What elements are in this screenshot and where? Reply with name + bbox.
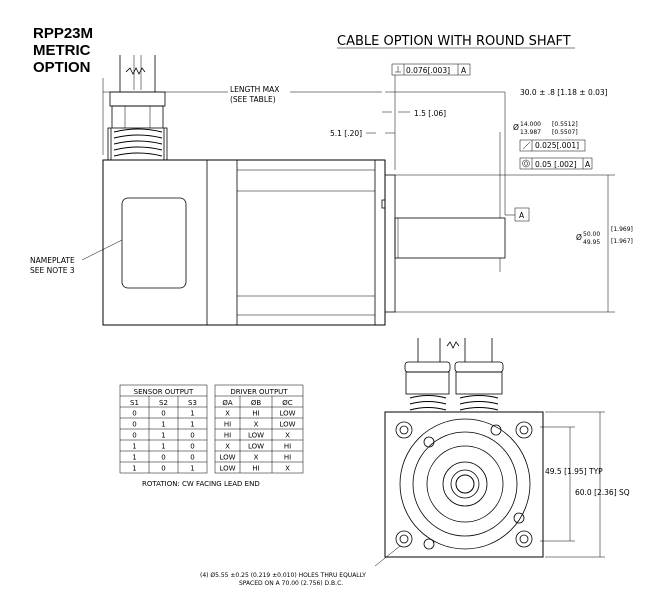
sensor-header: S3 (188, 399, 197, 407)
table-cell: X (253, 453, 259, 462)
table-cell: HI (283, 442, 292, 451)
runout-value: 0.025[.001] (535, 141, 580, 150)
table-cell: 0 (161, 409, 166, 418)
nameplate-label-2: SEE NOTE 3 (30, 266, 75, 275)
table-cell: 0 (190, 442, 195, 451)
nameplate (122, 198, 186, 288)
driver-output-table (215, 385, 303, 473)
table-cell: LOW (247, 442, 265, 451)
conc-datum: A (585, 160, 591, 169)
table-cell: HI (223, 431, 232, 440)
table-cell: HI (252, 409, 260, 418)
table-cell: HI (283, 453, 292, 462)
flange-dim: 5.1 [.20] (330, 129, 363, 138)
table-cell: 1 (132, 453, 137, 462)
title-line-2: METRIC (33, 42, 91, 59)
table-cell: LOW (279, 409, 296, 418)
side-view (103, 55, 505, 325)
table-cell: HI (252, 464, 260, 473)
pilot-dia-bot: 49.95 (583, 239, 601, 246)
pilot-in-top: [1.969] (611, 226, 633, 233)
table-cell: X (225, 442, 230, 451)
sensor-header: S1 (130, 399, 139, 407)
table-cell: X (225, 409, 230, 418)
sensor-header: S2 (159, 399, 168, 407)
pilot-dia-symbol: Ø (576, 233, 582, 242)
shaft-dia-bot: 13.987 (520, 129, 541, 136)
table-cell: 0 (132, 420, 137, 429)
pilot-dia-top: 50.00 (583, 231, 601, 238)
table-cell: LOW (219, 453, 236, 462)
holes-note-2: SPACED ON A 70.00 (2.756) D.B.C. (239, 580, 344, 587)
gland-threads (114, 129, 162, 156)
pilot-in-bot: [1.967] (611, 238, 633, 245)
end-dimensions (200, 409, 630, 587)
table-cell: HI (223, 420, 232, 429)
shaft-dia-top: 14.000 (520, 121, 541, 128)
motor-face-square (385, 412, 543, 557)
title-line-1: RPP23M (33, 25, 94, 42)
side-dimensions (30, 64, 633, 312)
dia-symbol: Ø (513, 123, 519, 132)
table-cell: 1 (190, 409, 195, 418)
table-cell: LOW (219, 464, 236, 473)
nameplate-label-1: NAMEPLATE (30, 256, 75, 265)
table-cell: 1 (190, 420, 195, 429)
table-cell: X (253, 420, 259, 429)
drawing-heading: CABLE OPTION WITH ROUND SHAFT (337, 34, 571, 49)
table-cell: 1 (190, 464, 195, 473)
table-cell: 1 (161, 420, 166, 429)
driver-table-title: DRIVER OUTPUT (230, 388, 288, 396)
table-cell: LOW (279, 420, 296, 429)
shaft-dia-in-top: [0.5512] (552, 121, 578, 128)
table-cell: 0 (132, 431, 137, 440)
table-cell: 1 (132, 442, 137, 451)
shaft-dia-in-bot: [0.5507] (552, 129, 578, 136)
table-cell: 0 (190, 453, 195, 462)
table-cell: 1 (132, 464, 137, 473)
holes-note-1: (4) Ø5.55 ±0.25 (0.219 ±0.010) HOLES THRU EQUALLY (200, 572, 366, 579)
driver-header: ØB (250, 399, 262, 407)
title-line-3: OPTION (33, 59, 91, 76)
rotation-note: ROTATION: CW FACING LEAD END (142, 480, 260, 488)
shaft-length-dim: 30.0 ± .8 [1.18 ± 0.03] (520, 88, 608, 97)
concentricity-value: 0.05 [.002] (535, 160, 577, 169)
table-cell: 0 (190, 431, 195, 440)
sensor-table-title: SENSOR OUTPUT (133, 388, 194, 396)
table-cell: X (285, 464, 290, 473)
motor-body (103, 160, 385, 325)
square-dim: 60.0 [2.36] SQ (575, 488, 630, 497)
bolt-spacing-dim: 49.5 [1.95] TYP (545, 467, 603, 476)
table-cell: LOW (247, 431, 265, 440)
shaft (395, 218, 505, 258)
driver-header: ØA (222, 399, 233, 407)
length-max-line2: (SEE TABLE) (230, 95, 276, 104)
table-cell: X (285, 431, 290, 440)
length-max-line1: LENGTH MAX (230, 85, 280, 94)
table-cell: 0 (132, 409, 137, 418)
perp-datum: A (461, 66, 467, 75)
table-cell: 0 (161, 464, 166, 473)
datum-a-label: A (519, 211, 525, 220)
table-cell: 1 (161, 431, 166, 440)
end-view (385, 338, 543, 557)
perpendicularity-value: 0.076[.003] (406, 66, 451, 75)
table-cell: 1 (161, 442, 166, 451)
sensor-output-table (120, 385, 207, 473)
table-cell: 0 (161, 453, 166, 462)
driver-header: ØC (282, 399, 293, 407)
step-dim: 1.5 [.06] (414, 109, 447, 118)
